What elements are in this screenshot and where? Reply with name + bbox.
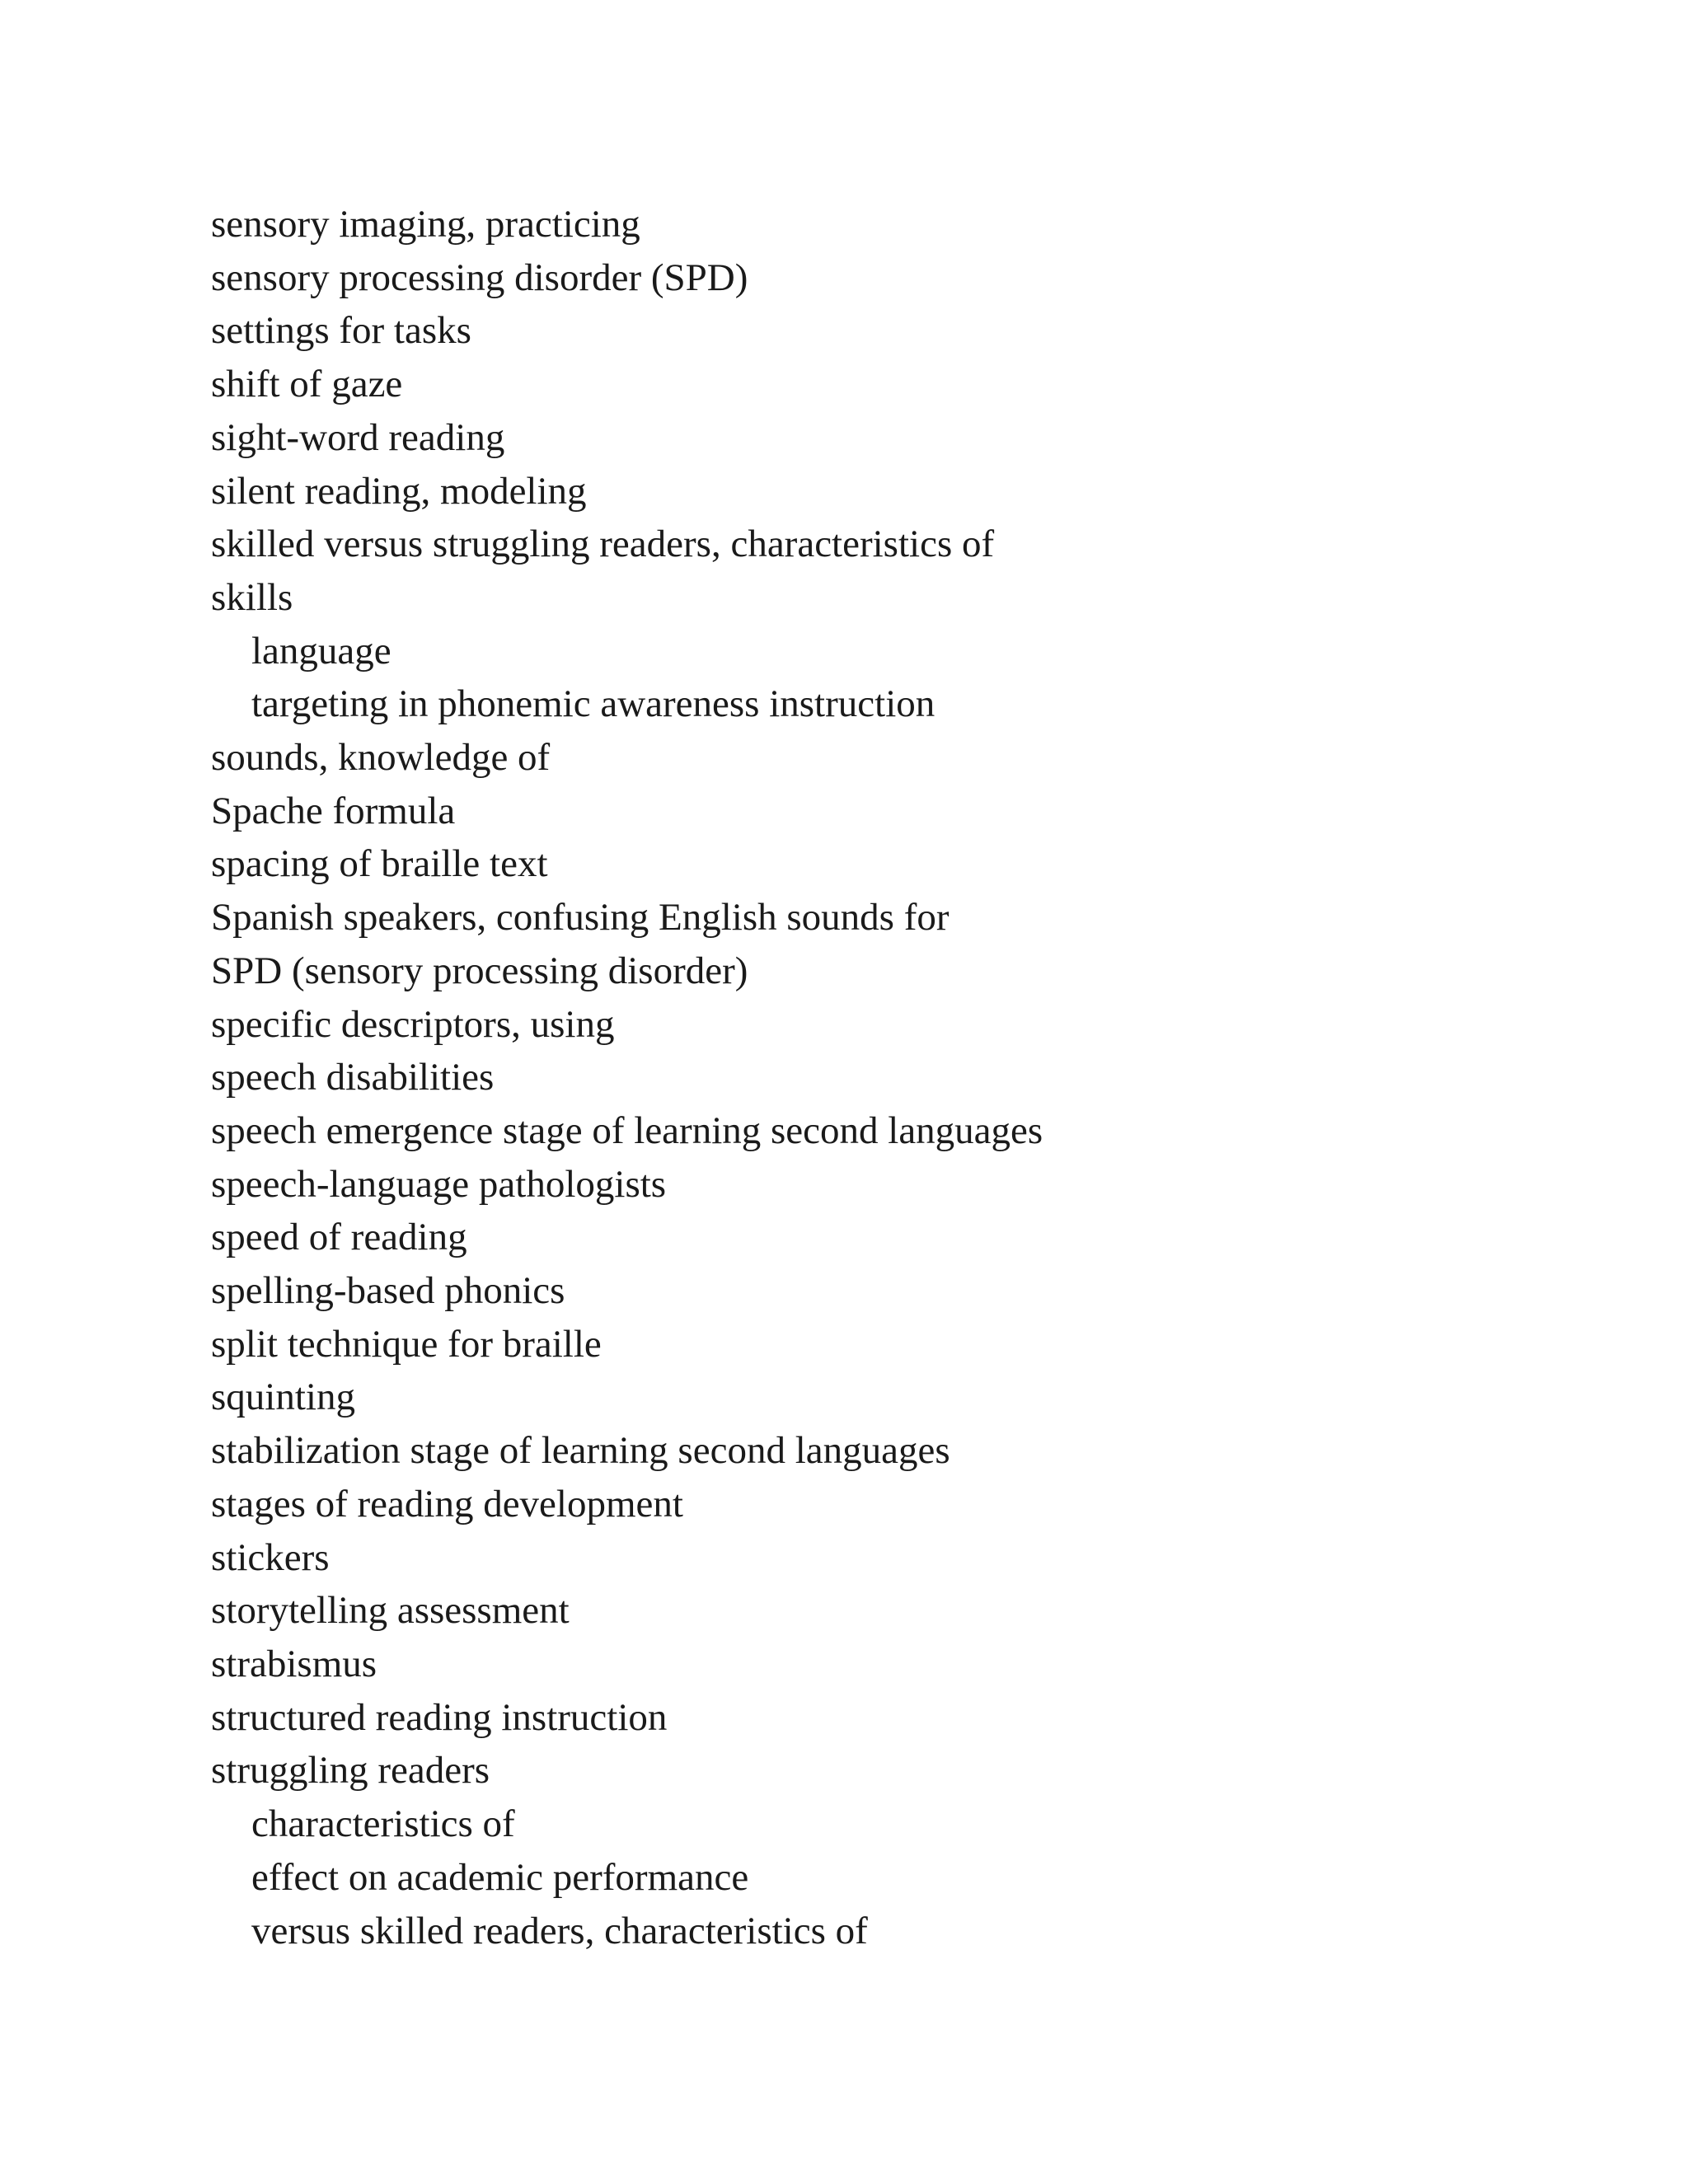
index-entry: struggling readers: [211, 1749, 490, 1793]
index-entry: strabismus: [211, 1642, 377, 1685]
index-list: [211, 198, 1043, 1957]
index-entry: Spache formula: [211, 789, 456, 832]
index-entry: sounds, knowledge of: [211, 736, 551, 780]
index-entry: stickers: [211, 1535, 330, 1579]
index-entry: sensory processing disorder (SPD): [211, 255, 748, 299]
index-entry: specific descriptors, using: [211, 1002, 615, 1046]
index-entry: skilled versus struggling readers, characteristics of: [211, 523, 995, 566]
index-entry: settings for tasks: [211, 309, 471, 353]
index-subentry: targeting in phonemic awareness instruction: [251, 682, 935, 726]
index-entry: stages of reading development: [211, 1482, 683, 1526]
index-entry: stabilization stage of learning second languages: [211, 1429, 950, 1473]
index-entry: speed of reading: [211, 1216, 467, 1259]
index-entry: silent reading, modeling: [211, 469, 587, 513]
index-entry: SPD (sensory processing disorder): [211, 949, 748, 992]
index-entry: spelling-based phonics: [211, 1269, 565, 1313]
index-entry: structured reading instruction: [211, 1695, 668, 1739]
index-entry: shift of gaze: [211, 363, 403, 406]
index-entry: speech emergence stage of learning second languages: [211, 1108, 1043, 1152]
index-entry: Spanish speakers, confusing English sounds for: [211, 896, 950, 940]
index-entry: speech-language pathologists: [211, 1162, 667, 1206]
index-entry: storytelling assessment: [211, 1589, 570, 1633]
index-entry: skills: [211, 575, 293, 619]
index-entry: sensory imaging, practicing: [211, 203, 640, 246]
index-entry: speech disabilities: [211, 1056, 495, 1099]
index-entry: squinting: [211, 1376, 355, 1419]
index-subentry: effect on academic performance: [251, 1855, 749, 1899]
index-subentry: versus skilled readers, characteristics of: [251, 1909, 868, 1952]
index-entry: sight-word reading: [211, 415, 505, 459]
index-subentry: characteristics of: [251, 1802, 515, 1846]
index-subentry: language: [251, 629, 392, 673]
index-entry: spacing of braille text: [211, 842, 548, 886]
index-entry: split technique for braille: [211, 1322, 602, 1366]
